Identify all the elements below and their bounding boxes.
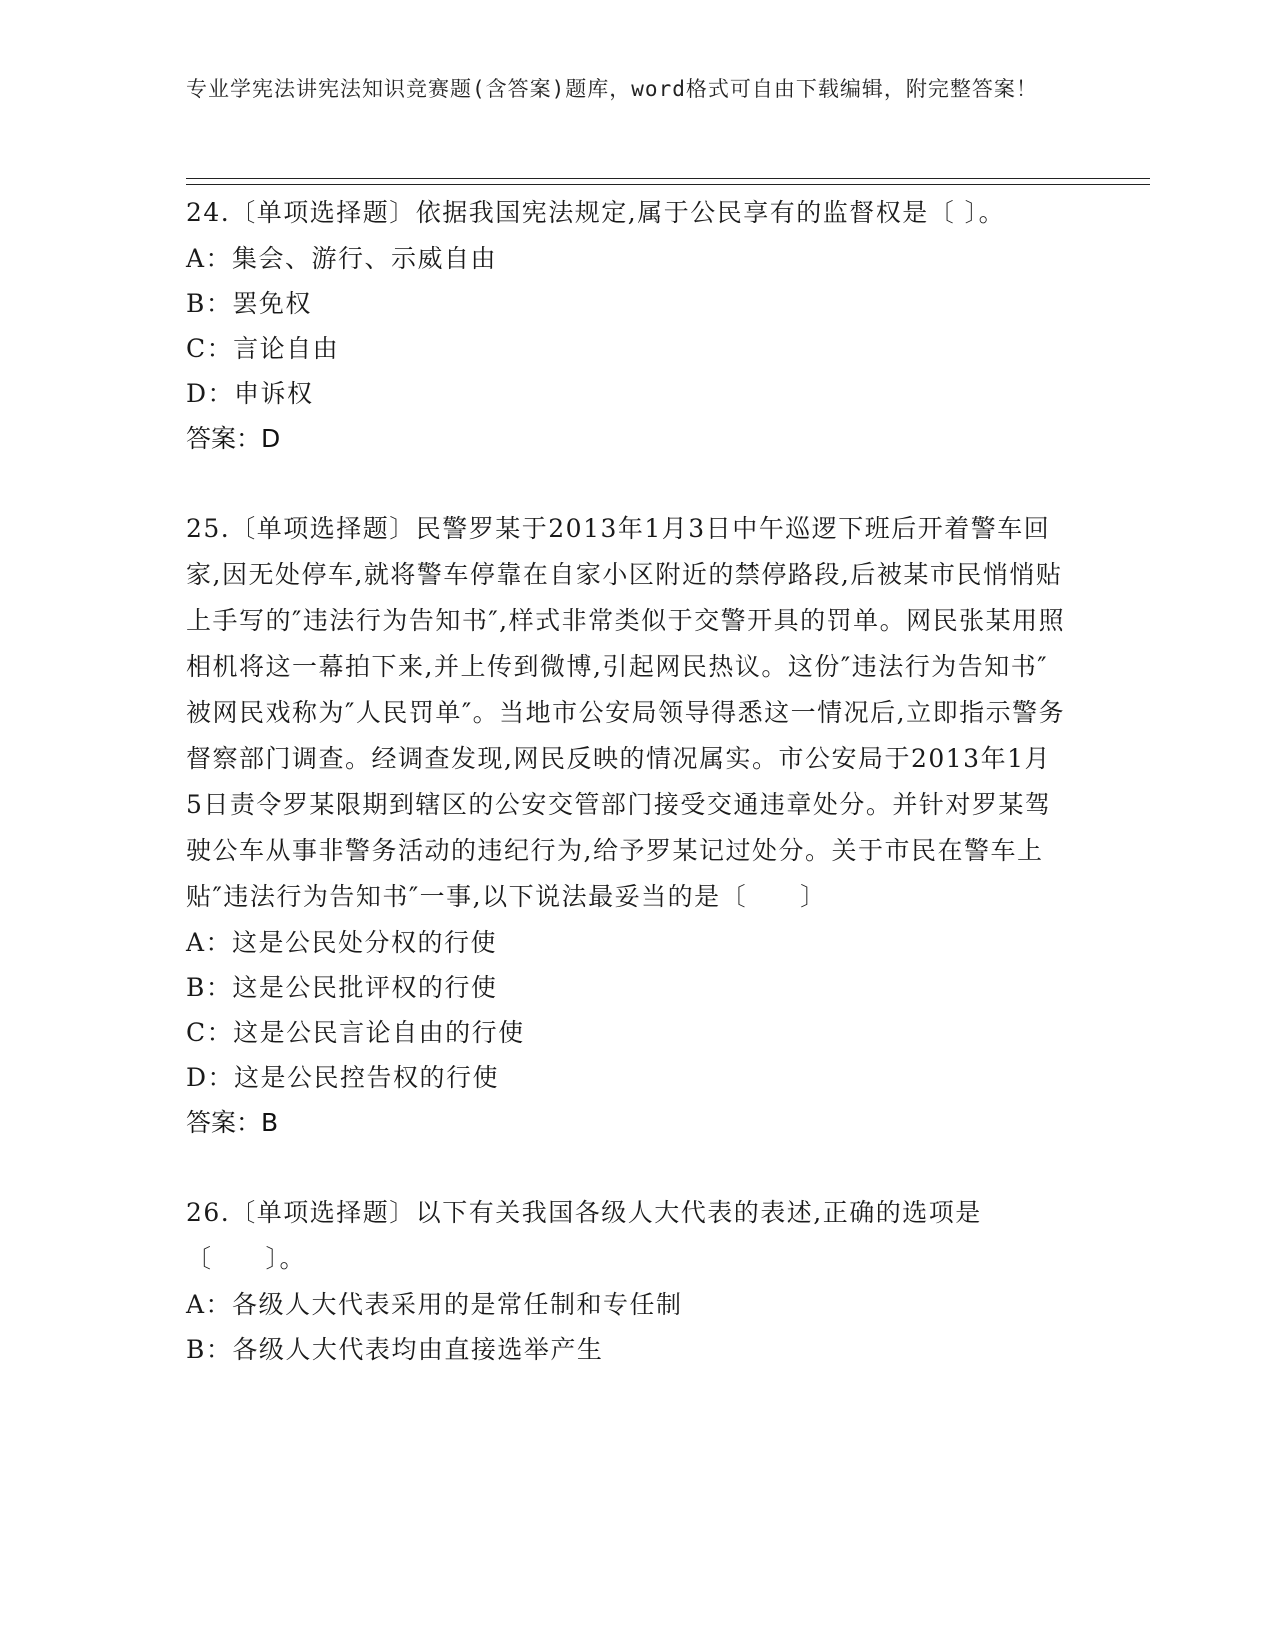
question-stem: 25.〔单项选择题〕民警罗某于2013年1月3日中午巡逻下班后开着警车回家,因无处停车,就将警车停靠在自家小区附近的禁停路段,后被某市民悄悄贴上手写的″违法行为告知书″,样式非常类似于交警开具的罚单。网民张某用照相机将这一幕拍下来,并上传到微博,引起网民热议。这份″违法行为告知书″被网民戏称为″人民罚单″。当地市公安局领导得悉这一情况后,立即指示警务督察部门调查。经调查发现,网民反映的情况属实。市公安局于2013年1月5日责令罗某限期到辖区的公安交管部门接受交通违章处分。并针对罗某驾驶公车从事非警务活动的违纪行为,给予罗某记过处分。关于市民在警车上贴″违法行为告知书″一事,以下说法最妥当的是〔 〕 <box>186 514 1066 911</box>
option-c: C：这是公民言论自由的行使 <box>186 1018 525 1047</box>
question-stem: 24.〔单项选择题〕依据我国宪法规定,属于公民享有的监督权是〔 〕。 <box>186 198 1006 227</box>
question-stem: 26.〔单项选择题〕以下有关我国各级人大代表的表述,正确的选项是〔 〕。 <box>186 1198 982 1273</box>
option-b: B：罢免权 <box>186 289 312 318</box>
document-header: 专业学宪法讲宪法知识竞赛题(含答案)题库，word格式可自由下载编辑，附完整答案！ <box>186 77 1038 101</box>
option-b: B：各级人大代表均由直接选举产生 <box>186 1335 604 1364</box>
answer-line: 答案：B <box>186 1108 279 1137</box>
header-divider-top <box>186 178 1150 179</box>
question-list <box>186 190 1066 1372</box>
header-divider-bottom <box>186 184 1150 185</box>
answer-line: 答案：D <box>186 424 281 453</box>
option-d: D：申诉权 <box>186 379 314 408</box>
question-26 <box>186 1190 1066 1372</box>
option-a: A：这是公民处分权的行使 <box>186 928 498 957</box>
question-24 <box>186 190 1066 462</box>
option-a: A：集会、游行、示威自由 <box>186 244 498 273</box>
question-25 <box>186 506 1066 1146</box>
option-c: C：言论自由 <box>186 334 340 363</box>
option-b: B：这是公民批评权的行使 <box>186 973 498 1002</box>
option-a: A：各级人大代表采用的是常任制和专任制 <box>186 1290 683 1319</box>
option-d: D：这是公民控告权的行使 <box>186 1063 500 1092</box>
